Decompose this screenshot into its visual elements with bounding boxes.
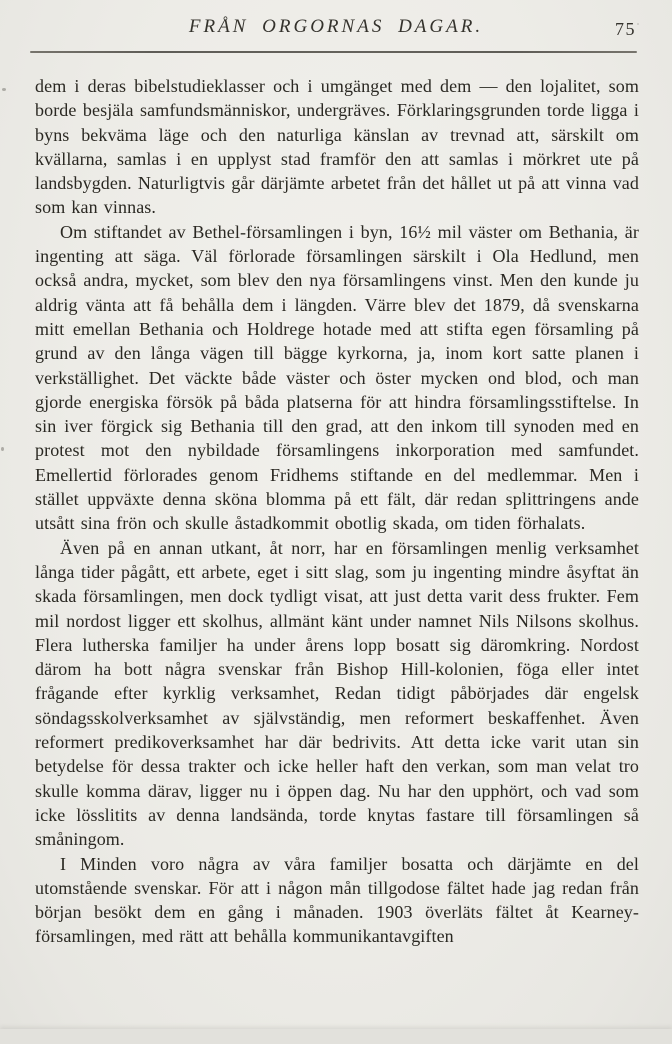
paragraph: Om stiftandet av Bethel-församlingen i byn, 16½ mil väster om Bethania, är ingenting att säga. Väl förlorade församlingen särskilt i Ola Hedlund, men också andra, mycket, som blev den nya församlingens vinst. Men den kunde ju aldrig vänta att få behålla dem i längden. Värre blev det 1879, då svenskarna mitt emellan Bethania och Holdrege hotade med att stifta egen församling på grund av den långa vägen till bägge kyrkorna, ja, inom kort satte planen i verkställighet. Det väckte både väster och öster mycken ond blod, och man gjorde energiska försök på båda platserna för att hindra församlingsstiftelse. In sin iver förgick sig Bethania till den grad, att den inkom till synoden med en protest mot den nybildade församlingens inkorporation med samfundet. Emellertid förlorades genom Fridhems stiftande en del medlemmar. Men i stället uppväxte denna sköna blomma på ett fält, där redan splittringens ande utsått sina frön och skulle åstadkommit obotlig skada, om tiden förhalats.	[35, 221, 639, 534]
scan-edge	[0, 1029, 672, 1044]
paragraph: dem i deras bibelstudieklasser och i umgänget med dem — den lojalitet, som borde besjäla samfundsmänniskor, undergräves. Förklaringsgrunden torde ligga i byns bekväma läge och den naturliga känslan av trevnad att, särskilt om kvällarna, samlas i en upplyst stad framför den att samlas i mörkret ute på landsbygden. Naturligtvis går därjämte arbetet från det hållet ut på att vinna vad som kan vinnas.	[35, 76, 639, 218]
header-rule	[30, 51, 637, 53]
scan-speck	[637, 23, 639, 25]
paragraph: I Minden voro några av våra familjer bosatta och därjämte en del utomstående svenskar. För att i någon mån tillgodose fältet hade jag redan från början besökt dem en gång i månaden. 1903 överläts fältet åt Kearney-församlingen, med rätt att behålla kommunikantavgiften	[35, 853, 639, 947]
running-head-title: FRÅN ORGORNAS DAGAR.	[188, 16, 484, 37]
paragraph: Även på en annan utkant, åt norr, har en församlingen menlig verksamhet långa tider pågått, ett arbete, eget i sitt slag, som ju ingenting mindre åsyftat än skada församlingen, men dock tydligt visat, att just detta varit dess frukter. Fem mil nordost ligger ett skolhus, allmänt känt under namnet Nils Nilsons skolhus. Flera lutherska familjer ha under årens lopp bosatt sig däromkring. Nordost därom ha bott några svenskar från Bishop Hill-kolonien, föga eller intet frågande efter kyrklig verksamhet, Redan tidigt påbörjades där engelsk söndagsskolverksamhet av självständig, men reformert beskaffenhet. Även reformert predikoverksamhet har där bedrivits. Att detta icke varit utan sin betydelse för dessa trakter och icke heller haft den verkan, som man velat tro skulle komma därav, ligger nu i öppen dag. Nu har den upphört, och vad som icke lösslitits av denna landsända, torde knytas fastare till församlingen så småningom.	[35, 537, 639, 850]
page-number: 75	[615, 19, 636, 39]
scan-speck	[2, 88, 6, 91]
running-head	[34, 16, 638, 44]
page-body	[35, 74, 639, 1014]
scan-speck	[1, 447, 4, 451]
